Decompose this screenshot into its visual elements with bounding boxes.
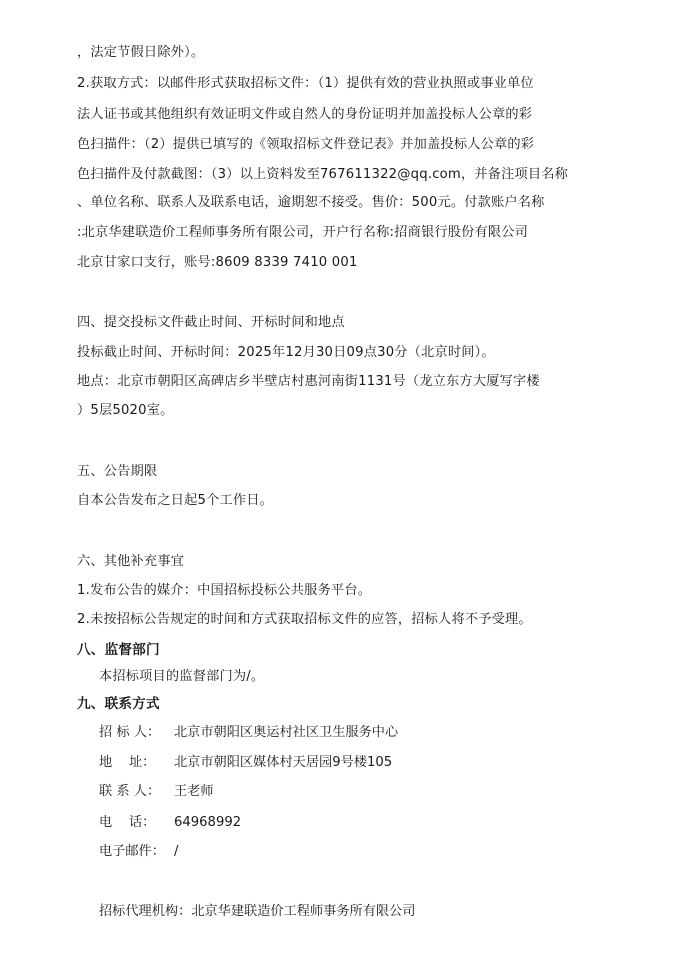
contact-value: 北京市朝阳区媒体村天居园9号楼105: [174, 755, 393, 770]
fetch-line-8: 北京甘家口支行，账号:8609 8339 7410 001: [77, 255, 358, 270]
other-section-title: 六、其他补充事宜: [77, 554, 185, 569]
contact-label: 电 话：: [99, 815, 156, 830]
period-section-title: 五、公告期限: [77, 464, 158, 479]
fetch-line-5: 色扫描件及付款截图：（3）以上资料发至767611322@qq.com，并备注项目名称: [77, 167, 569, 182]
fetch-line-4: 色扫描件：（2）提供已填写的《领取招标文件登记表》并加盖投标人公章的彩: [77, 137, 535, 152]
contact-row-email: [99, 843, 178, 861]
deadline-line-1: 投标截止时间、开标时间：2025年12月30日09点30分（北京时间）。: [77, 345, 495, 360]
contact-label: 电子邮件：: [99, 844, 165, 859]
contact-row-agency: [99, 903, 416, 921]
fetch-line-2: 2.获取方式：以邮件形式获取招标文件：（1）提供有效的营业执照或事业单位: [77, 76, 534, 91]
contact-row-address: [99, 754, 392, 772]
fetch-line-6: 、单位名称、联系人及联系电话，逾期恕不接受。售价：500元。付款账户名称: [77, 195, 545, 210]
contact-value: /: [174, 844, 179, 859]
fetch-line-1: ，法定节假日除外）。: [77, 45, 205, 60]
contact-value: 王老师: [174, 784, 214, 799]
contact-row-person: [99, 783, 214, 801]
contact-label: 联 系 人：: [99, 784, 161, 799]
agency-value: 北京华建联造价工程师事务所有限公司: [191, 904, 416, 919]
period-line-1: 自本公告发布之日起5个工作日。: [77, 493, 274, 508]
contact-row-tenderer: [99, 724, 398, 742]
supervision-section-title: 八、监督部门: [77, 642, 160, 658]
contact-section-title: 九、联系方式: [77, 696, 160, 712]
other-line-2: 2.未按招标公告规定的时间和方式获取招标文件的应答，招标人将不予受理。: [77, 612, 532, 627]
supervision-line-1: 本招标项目的监督部门为/。: [99, 669, 265, 684]
deadline-line-3: ）5层5020室。: [77, 403, 174, 418]
agency-label: 招标代理机构：: [99, 904, 192, 919]
contact-value: 64968992: [174, 815, 242, 830]
contact-label: 地 址：: [99, 755, 156, 770]
contact-value: 北京市朝阳区奥运村社区卫生服务中心: [174, 725, 399, 740]
contact-label: 招 标 人：: [99, 725, 161, 740]
deadline-section-title: 四、提交投标文件截止时间、开标时间和地点: [77, 315, 345, 330]
other-line-1: 1.发布公告的媒介：中国招标投标公共服务平台。: [77, 583, 372, 598]
contact-row-phone: [99, 814, 241, 832]
fetch-line-3: 法人证书或其他组织有效证明文件或自然人的身份证明并加盖投标人公章的彩: [77, 107, 533, 122]
fetch-line-7: :北京华建联造价工程师事务所有限公司，开户行名称:招商银行股份有限公司: [77, 225, 529, 240]
deadline-line-2: 地点：北京市朝阳区高碑店乡半壁店村惠河南街1131号（龙立东方大厦写字楼: [77, 374, 540, 389]
